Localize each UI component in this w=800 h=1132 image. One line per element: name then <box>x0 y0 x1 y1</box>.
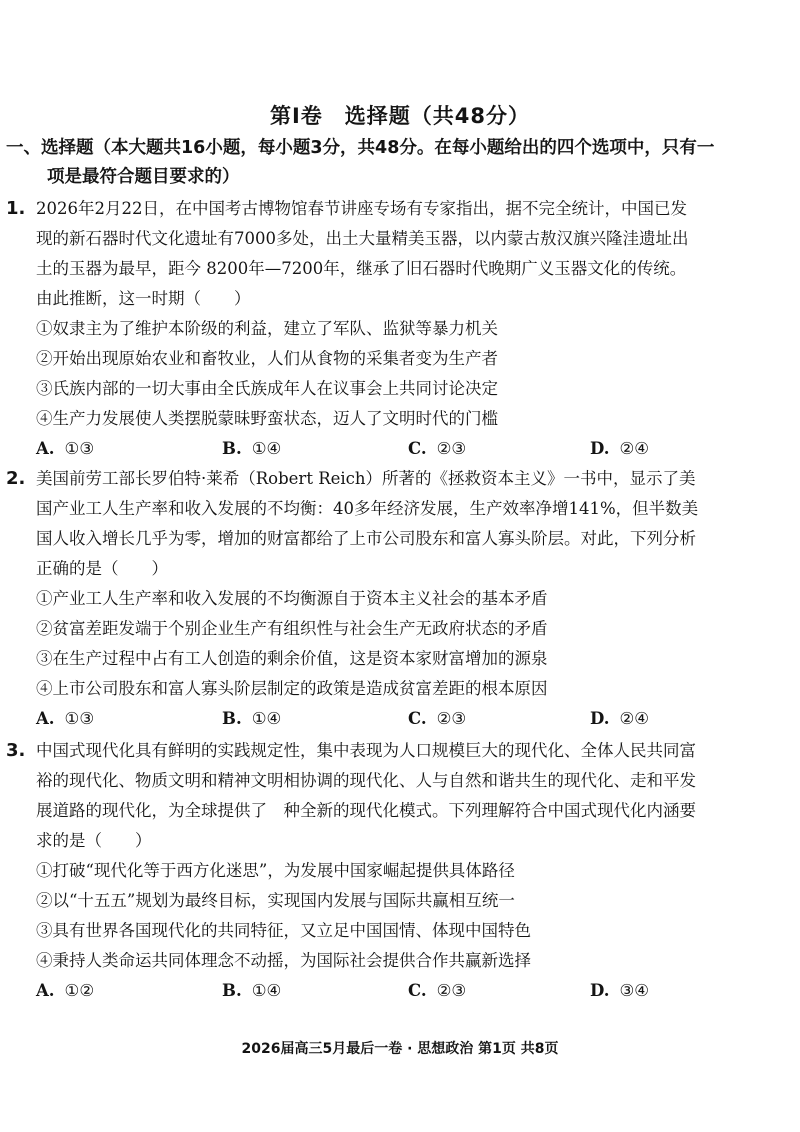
statement-4: ④上市公司股东和富人寡头阶层制定的政策是造成贫富差距的根本原因 <box>36 679 548 698</box>
question-stem <box>36 736 788 1006</box>
option-a[interactable] <box>36 976 94 1006</box>
option-letter: C. <box>408 709 427 728</box>
option-letter: B. <box>222 981 242 1000</box>
option-c[interactable] <box>408 976 466 1006</box>
option-text: ①④ <box>251 709 282 728</box>
option-text: ②③ <box>436 439 467 458</box>
question-number: 2. <box>6 468 26 489</box>
option-letter: D. <box>590 709 610 728</box>
option-b[interactable] <box>222 704 281 734</box>
option-text: ②④ <box>619 439 650 458</box>
question-number: 3. <box>6 740 26 761</box>
answer-options <box>36 434 788 464</box>
stem-line: 国产业工人生产率和收入发展的不均衡：40多年经济发展，生产效率净增141%，但半数美 <box>36 499 699 518</box>
option-text: ①③ <box>64 709 95 728</box>
statement-2: ②开始出现原始农业和畜牧业，人们从食物的采集者变为生产者 <box>36 349 498 368</box>
option-text: ③④ <box>619 981 650 1000</box>
question-stem <box>36 464 788 734</box>
option-letter: C. <box>408 981 427 1000</box>
option-d[interactable] <box>590 704 649 734</box>
option-letter: B. <box>222 709 242 728</box>
stem-line: 2026年2月22日，在中国考古博物馆春节讲座专场有专家指出，据不完全统计，中国已发 <box>36 199 687 218</box>
stem-line: 裕的现代化、物质文明和精神文明相协调的现代化、人与自然和谐共生的现代化、走和平发 <box>36 771 696 790</box>
option-b[interactable] <box>222 434 281 464</box>
option-letter: A. <box>36 709 55 728</box>
option-letter: A. <box>36 981 55 1000</box>
statement-3: ③在生产过程中占有工人创造的剩余价值，这是资本家财富增加的源泉 <box>36 649 548 668</box>
stem-line: 正确的是（ ） <box>36 559 168 578</box>
option-text: ②④ <box>619 709 650 728</box>
section-instructions <box>6 134 790 192</box>
option-b[interactable] <box>222 976 281 1006</box>
option-letter: C. <box>408 439 427 458</box>
statement-4: ④秉持人类命运共同体理念不动摇，为国际社会提供合作共赢新选择 <box>36 951 531 970</box>
option-text: ①④ <box>251 981 282 1000</box>
option-letter: D. <box>590 981 610 1000</box>
option-d[interactable] <box>590 976 649 1006</box>
statement-2: ②贫富差距发端于个别企业生产有组织性与社会生产无政府状态的矛盾 <box>36 619 548 638</box>
option-text: ①② <box>64 981 95 1000</box>
stem-line: 现的新石器时代文化遗址有7000多处，出土大量精美玉器，以内蒙古敖汉旗兴隆洼遗址出 <box>36 229 689 248</box>
answer-options <box>36 976 788 1006</box>
stem-line: 展道路的现代化，为全球提供了 种全新的现代化模式。下列理解符合中国式现代化内涵要 <box>36 801 696 820</box>
option-c[interactable] <box>408 704 466 734</box>
stem-line: 求的是（ ） <box>36 831 152 850</box>
option-text: ①③ <box>64 439 95 458</box>
option-text: ①④ <box>251 439 282 458</box>
option-a[interactable] <box>36 434 94 464</box>
statement-3: ③具有世界各国现代化的共同特征，又立足中国国情、体现中国特色 <box>36 921 531 940</box>
statement-1: ①打破“现代化等于西方化迷思”，为发展中国家崛起提供具体路径 <box>36 861 515 880</box>
option-text: ②③ <box>436 709 467 728</box>
statement-1: ①产业工人生产率和收入发展的不均衡源自于资本主义社会的基本矛盾 <box>36 589 548 608</box>
stem-line: 土的玉器为最早，距今 8200年—7200年，继承了旧石器时代晚期广义玉器文化的传统。 <box>36 259 687 278</box>
statement-3: ③氏族内部的一切大事由全氏族成年人在议事会上共同讨论决定 <box>36 379 498 398</box>
page-footer: 2026届高三5月最后一卷 · 思想政治 第1页 共8页 <box>241 1041 559 1057</box>
statement-2: ②以“十五五”规划为最终目标，实现国内发展与国际共赢相互统一 <box>36 891 515 910</box>
statement-1: ①奴隶主为了维护本阶级的利益，建立了军队、监狱等暴力机关 <box>36 319 498 338</box>
question-stem <box>36 194 788 464</box>
option-letter: A. <box>36 439 55 458</box>
statement-4: ④生产力发展使人类摆脱蒙昧野蛮状态，迈人了文明时代的门槛 <box>36 409 498 428</box>
section-title: 第Ⅰ卷 选择题（共48分） <box>269 104 531 128</box>
option-letter: D. <box>590 439 610 458</box>
stem-line: 国人收入增长几乎为零，增加的财富都给了上市公司股东和富人寡头阶层。对此，下列分析 <box>36 529 696 548</box>
option-text: ②③ <box>436 981 467 1000</box>
option-d[interactable] <box>590 434 649 464</box>
stem-line: 美国前劳工部长罗伯特·莱希（Robert Reich）所著的《拯救资本主义》一书中，显示了美 <box>36 469 696 488</box>
option-a[interactable] <box>36 704 94 734</box>
instructions-line-1: 一、选择题（本大题共16小题，每小题3分，共48分。在每小题给出的四个选项中，只有一 <box>6 138 715 158</box>
stem-line: 由此推断，这一时期（ ） <box>36 289 251 308</box>
answer-options <box>36 704 788 734</box>
instructions-line-2: 项是最符合题目要求的） <box>47 167 240 187</box>
stem-line: 中国式现代化具有鲜明的实践规定性，集中表现为人口规模巨大的现代化、全体人民共同富 <box>36 741 696 760</box>
option-letter: B. <box>222 439 242 458</box>
question-number: 1. <box>6 198 26 219</box>
option-c[interactable] <box>408 434 466 464</box>
